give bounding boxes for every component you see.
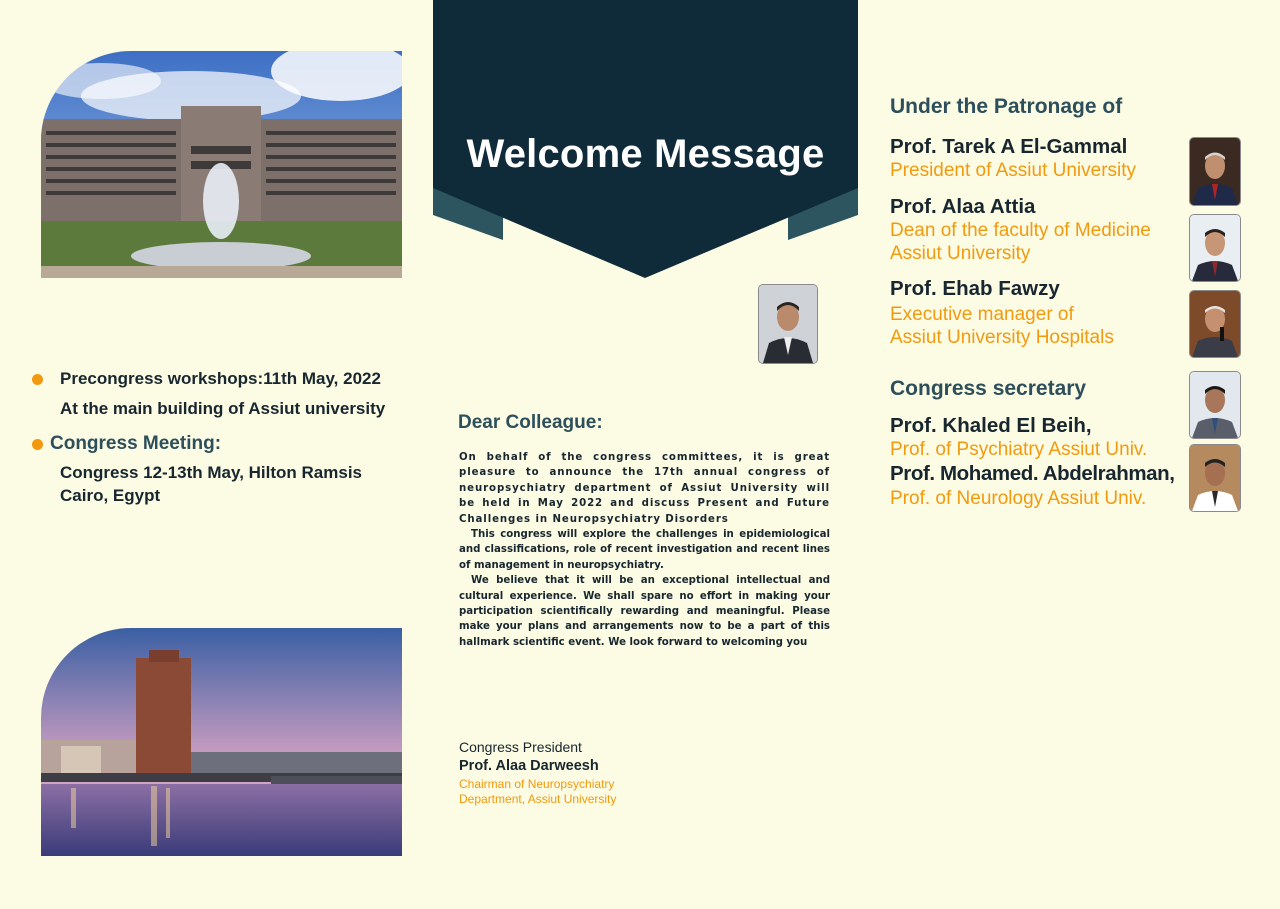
university-building-photo xyxy=(41,51,402,278)
patron-headshot xyxy=(1189,137,1241,206)
secretary-headshot xyxy=(1189,371,1241,439)
letter-paragraph: On behalf of the congress committees, it is great pleasure to announce the 17th annual congress of neuropsychiatry department of Assiut University will be held in May 2022 and discuss Present and Future Challenges in Neuropsychiatry Disorders xyxy=(459,452,830,525)
signature-title-line: Department, Assiut University xyxy=(459,792,617,806)
secretary-name: Prof. Khaled El Beih, xyxy=(890,414,1092,437)
welcome-letter-body xyxy=(459,450,830,650)
secretary-headshot xyxy=(1189,444,1241,512)
workshops-date: Precongress workshops:11th May, 2022 xyxy=(60,369,381,388)
president-headshot xyxy=(758,284,818,364)
patron-name: Prof. Ehab Fawzy xyxy=(890,277,1060,300)
patron-role: Assiut University xyxy=(890,243,1031,264)
signature-title xyxy=(459,777,659,807)
secretary-name: Prof. Mohamed. Abdelrahman, xyxy=(890,462,1175,485)
patron-role: Assiut University Hospitals xyxy=(890,327,1114,348)
congress-meeting-venue: Congress 12-13th May, Hilton Ramsis xyxy=(60,463,362,482)
hilton-ramsis-photo xyxy=(41,628,402,856)
patron-headshot xyxy=(1189,214,1241,282)
congress-meeting-heading: Congress Meeting: xyxy=(50,433,222,454)
patron-headshot xyxy=(1189,290,1241,358)
letter-paragraph: We believe that it will be an exceptional intellectual and cultural experience. We shall spare no effort in making your participation scientifically rewarding and meaningful. Please make your plans and arrangements now to be a part of this hallmark scientific event. We look forward to welcoming you xyxy=(459,575,830,648)
bullet-icon xyxy=(32,374,43,385)
patron-name: Prof. Alaa Attia xyxy=(890,195,1036,218)
patron-role: President of Assiut University xyxy=(890,160,1137,181)
congress-meeting-city: Cairo, Egypt xyxy=(60,486,161,505)
patron-role: Dean of the faculty of Medicine xyxy=(890,220,1151,241)
signature-title-line: Chairman of Neuropsychiatry xyxy=(459,777,615,791)
secretary-role: Prof. of Neurology Assiut Univ. xyxy=(890,488,1147,509)
patronage-heading: Under the Patronage of xyxy=(890,95,1123,118)
bullet-icon xyxy=(32,439,43,450)
secretary-role: Prof. of Psychiatry Assiut Univ. xyxy=(890,439,1148,460)
patron-role: Executive manager of xyxy=(890,304,1074,325)
workshops-location: At the main building of Assiut university xyxy=(60,399,386,418)
secretary-heading: Congress secretary xyxy=(890,377,1087,400)
letter-greeting: Dear Colleague: xyxy=(458,412,603,433)
patron-name: Prof. Tarek A El-Gammal xyxy=(890,135,1128,158)
signature-role: Congress President xyxy=(459,739,582,755)
letter-paragraph: This congress will explore the challenges in epidemiological and classifications, role of recent investigation and recent lines of management in neuropsychiatry. xyxy=(459,529,830,571)
page-title: Welcome Message xyxy=(466,132,825,176)
signature-name: Prof. Alaa Darweesh xyxy=(459,758,599,774)
